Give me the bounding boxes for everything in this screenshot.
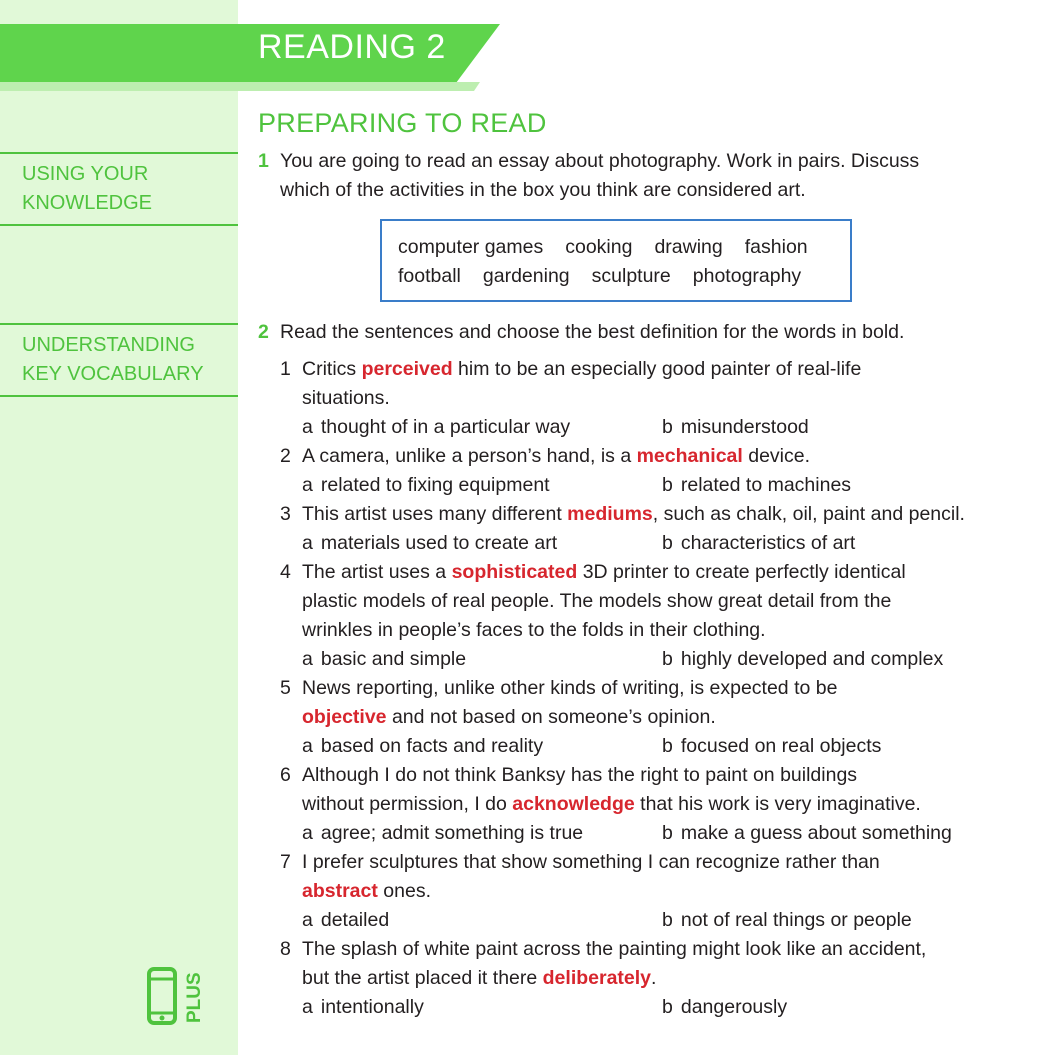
exercise-number: 2 (258, 321, 269, 343)
option-b[interactable] (662, 993, 787, 1022)
option-text: make a guess about something (680, 822, 952, 844)
option-text: related to machines (680, 474, 852, 496)
keyword: abstract (302, 880, 378, 902)
options (302, 529, 980, 558)
plus-label: PLUS (184, 972, 205, 1023)
keyword: deliberately (542, 967, 652, 989)
word: football (398, 265, 461, 287)
item-text: Although I do not think Banksy has the right to paint on buildings (302, 764, 858, 786)
options (302, 645, 980, 674)
list-item (280, 355, 980, 442)
item-number: 6 (280, 764, 291, 786)
item-text: 3D printer to create perfectly identical (577, 561, 906, 583)
option-b[interactable] (662, 645, 943, 674)
item-text: him to be an especially good painter of real-life (452, 358, 862, 380)
option-letter: b (662, 532, 673, 554)
list-item (280, 761, 980, 848)
word: fashion (744, 236, 808, 258)
option-a[interactable] (302, 906, 389, 935)
keyword: mediums (567, 503, 653, 525)
item-text: plastic models of real people. The models show great detail from the (302, 590, 892, 612)
option-b[interactable] (662, 471, 851, 500)
item-text: . (651, 967, 657, 989)
keyword: mechanical (636, 445, 743, 467)
plus-phone-icon[interactable] (146, 967, 206, 1032)
options (302, 413, 980, 442)
label-line: KNOWLEDGE (22, 192, 153, 214)
option-text: detailed (320, 909, 390, 931)
option-letter: a (302, 532, 313, 554)
keyword: objective (302, 706, 387, 728)
keyword: sophisticated (451, 561, 578, 583)
exercise-instruction: Read the sentences and choose the best definition for the words in bold. (280, 321, 905, 343)
option-letter: a (302, 416, 313, 438)
option-a[interactable] (302, 819, 583, 848)
list-item (280, 500, 980, 558)
item-number: 5 (280, 677, 291, 699)
item-text: without permission, I do (302, 793, 513, 815)
item-number: 7 (280, 851, 291, 873)
item-text: News reporting, unlike other kinds of writing, is expected to be (302, 677, 838, 699)
option-text: dangerously (680, 996, 788, 1018)
option-letter: b (662, 416, 673, 438)
item-text: ones. (377, 880, 431, 902)
word: cooking (565, 236, 633, 258)
item-text: This artist uses many different (302, 503, 568, 525)
option-text: characteristics of art (680, 532, 856, 554)
page-title: READING 2 (258, 28, 446, 66)
exercise-2 (258, 318, 998, 347)
option-letter: b (662, 909, 673, 931)
option-text: intentionally (320, 996, 424, 1018)
option-text: related to fixing equipment (320, 474, 550, 496)
item-text: and not based on someone’s opinion. (386, 706, 716, 728)
options (302, 732, 980, 761)
item-text: that his work is very imaginative. (634, 793, 921, 815)
option-text: focused on real objects (680, 735, 882, 757)
option-letter: b (662, 648, 673, 670)
exercise-1 (258, 147, 978, 205)
option-a[interactable] (302, 529, 557, 558)
label-line: KEY VOCABULARY (22, 363, 204, 385)
exercise-text: You are going to read an essay about photography. Work in pairs. Discuss (280, 150, 920, 172)
item-text: wrinkles in people’s faces to the folds in their clothing. (302, 619, 766, 641)
option-letter: a (302, 909, 313, 931)
option-text: agree; admit something is true (320, 822, 584, 844)
word: gardening (482, 265, 570, 287)
options (302, 471, 980, 500)
option-text: not of real things or people (680, 909, 912, 931)
option-b[interactable] (662, 906, 912, 935)
option-letter: b (662, 735, 673, 757)
word: computer games (398, 236, 544, 258)
item-text: The artist uses a (302, 561, 452, 583)
option-text: highly developed and complex (680, 648, 944, 670)
label-line: UNDERSTANDING (22, 334, 195, 356)
option-a[interactable] (302, 993, 424, 1022)
option-a[interactable] (302, 732, 543, 761)
word: sculpture (591, 265, 671, 287)
exercise-text: which of the activities in the box you think are considered art. (280, 179, 806, 201)
option-text: based on facts and reality (320, 735, 544, 757)
option-b[interactable] (662, 819, 952, 848)
label-line: USING YOUR (22, 163, 149, 185)
option-letter: b (662, 996, 673, 1018)
option-text: basic and simple (320, 648, 467, 670)
word-row (398, 233, 850, 262)
item-number: 2 (280, 445, 291, 467)
option-letter: a (302, 735, 313, 757)
sidebar-label-key-vocabulary (0, 323, 238, 397)
item-text: I prefer sculptures that show something I can recognize rather than (302, 851, 880, 873)
option-letter: a (302, 648, 313, 670)
item-text: A camera, unlike a person’s hand, is a (302, 445, 637, 467)
keyword: perceived (361, 358, 453, 380)
option-text: misunderstood (680, 416, 809, 438)
options (302, 906, 980, 935)
option-b[interactable] (662, 413, 809, 442)
item-text: , such as chalk, oil, paint and pencil. (652, 503, 965, 525)
word-row (398, 262, 850, 291)
list-item (280, 558, 980, 674)
sidebar-label-using-knowledge (0, 152, 238, 226)
exercise-number: 1 (258, 150, 269, 172)
vocabulary-items (280, 355, 980, 1022)
item-text: Critics (302, 358, 362, 380)
item-number: 8 (280, 938, 291, 960)
option-a[interactable] (302, 471, 550, 500)
option-text: thought of in a particular way (320, 416, 571, 438)
list-item (280, 674, 980, 761)
item-number: 1 (280, 358, 291, 380)
option-letter: a (302, 474, 313, 496)
option-a[interactable] (302, 645, 466, 674)
item-text: device. (742, 445, 811, 467)
option-a[interactable] (302, 413, 570, 442)
list-item (280, 935, 980, 1022)
word: photography (692, 265, 802, 287)
option-letter: b (662, 822, 673, 844)
list-item (280, 848, 980, 935)
item-text: but the artist placed it there (302, 967, 543, 989)
word-box (380, 219, 852, 302)
item-number: 4 (280, 561, 291, 583)
option-text: materials used to create art (320, 532, 558, 554)
option-letter: b (662, 474, 673, 496)
keyword: acknowledge (512, 793, 635, 815)
option-b[interactable] (662, 529, 855, 558)
item-text: situations. (302, 387, 390, 409)
section-title: PREPARING TO READ (258, 108, 547, 138)
options (302, 993, 980, 1022)
list-item (280, 442, 980, 500)
options (302, 819, 980, 848)
item-number: 3 (280, 503, 291, 525)
item-text: The splash of white paint across the painting might look like an accident, (302, 938, 927, 960)
option-b[interactable] (662, 732, 881, 761)
option-letter: a (302, 996, 313, 1018)
word: drawing (654, 236, 723, 258)
option-letter: a (302, 822, 313, 844)
